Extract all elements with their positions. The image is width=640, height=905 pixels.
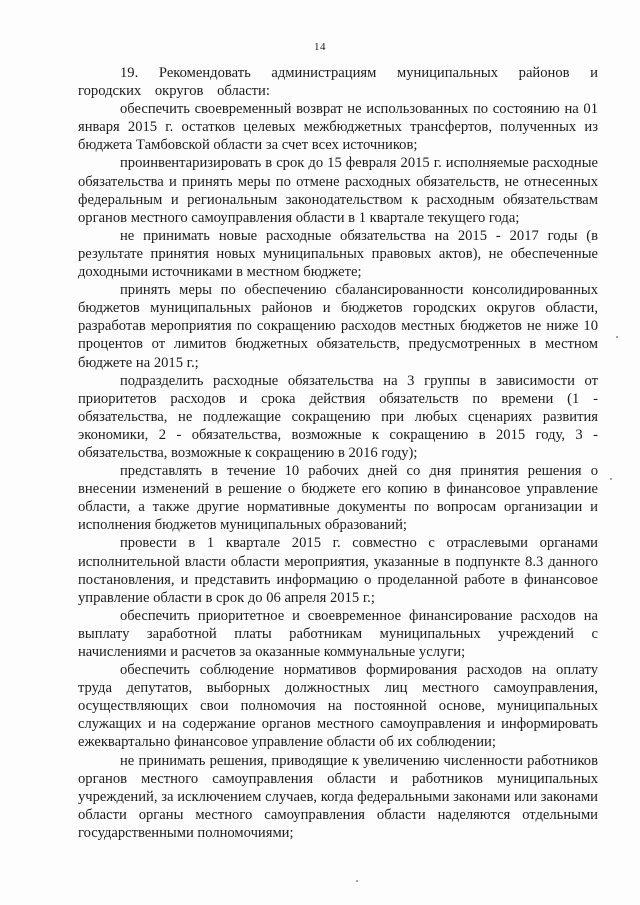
paragraph-first-quarter-measures: провести в 1 квартале 2015 г. совместно с отраслевыми органами исполнительной власти области мероприятия, указанные в подпункте 8.3 данного постановления, и представить информацию о проделанной работе в финансовое управление области в срок до 06 апреля 2015 г.;: [78, 535, 598, 606]
paragraph-inventory-obligations: проинвентаризировать в срок до 15 февраля 2015 г. исполняемые расходные обязательства и принять меры по отмене расходных обязательств, не отнесенных федеральным и региональным законодательством к расходным обязательствам органов местного самоуправления области в 1 квартале текущего года;: [78, 155, 598, 226]
paragraph-submit-copy: представлять в течение 10 рабочих дней со дня принятия решения о внесении изменений в решение о бюджете его копию в финансовое управление области, а также другие нормативные документы по вопросам организации и исполнения бюджетов муниципальных образований;: [78, 463, 598, 534]
paragraph-three-groups: подразделить расходные обязательства на 3 группы в зависимости от приоритетов расходов и срока действия обязательств по времени (1 - обязательства, не подлежащие сокращению при любых сценариях развития экономики, 2 - обязательства, возможные к сокращению в 2015 году, 3 - обязательства, возможные к сокращению в 2016 году);: [78, 372, 598, 461]
paragraph-staff-numbers: не принимать решения, приводящие к увеличению численности работников органов местного самоуправления области и работников муниципальных учреждений, за исключением случаев, когда федеральными законами или законами области органы местного самоуправления области наделяются отдельными государственными полномочиями;: [78, 752, 598, 841]
paragraph-no-new-obligations: не принимать новые расходные обязательства на 2015 - 2017 годы (в результате принятия новых муниципальных правовых актов), не обеспеченные доходными источниками в местном бюджете;: [78, 227, 598, 281]
paragraph-19-recommendation: 19. Рекомендовать администрациям муниципальных районов и городских округов области:: [78, 65, 598, 100]
paragraph-balance-budgets: принять меры по обеспечению сбалансированности консолидированных бюджетов муниципальных районов и бюджетов городских округов области, разработав мероприятия по сокращению расходов местных бюджетов не ниже 10 процентов от лимитов бюджетных обязательств, предусмотренных в местном бюджете на 2015 г.;: [78, 282, 598, 371]
paragraph-wage-norms: обеспечить соблюдение нормативов формирования расходов на оплату труда депутатов, выборных должностных лиц местного самоуправления, осуществляющих свои полномочия на постоянной основе, муниципальных служащих и на содержание органов местного самоуправления и информировать ежеквартально финансовое управление области об их соблюдении;: [78, 662, 598, 751]
page-number: 14: [314, 41, 326, 53]
paragraph-priority-salary: обеспечить приоритетное и своевременное финансирование расходов на выплату заработной платы работникам муниципальных учреждений с начислениями и расчетов за оказанные коммунальные услуги;: [78, 607, 598, 660]
scan-speck: [610, 478, 612, 480]
scan-speck: [616, 336, 618, 338]
paragraph-return-transfers: обеспечить своевременный возврат не использованных по состоянию на 01 января 2015 г. остатков целевых межбюджетных трансфертов, полученных из бюджета Тамбовской области за счет всех источников;: [78, 101, 598, 154]
scan-speck: [356, 880, 358, 882]
document-body: [78, 64, 598, 842]
